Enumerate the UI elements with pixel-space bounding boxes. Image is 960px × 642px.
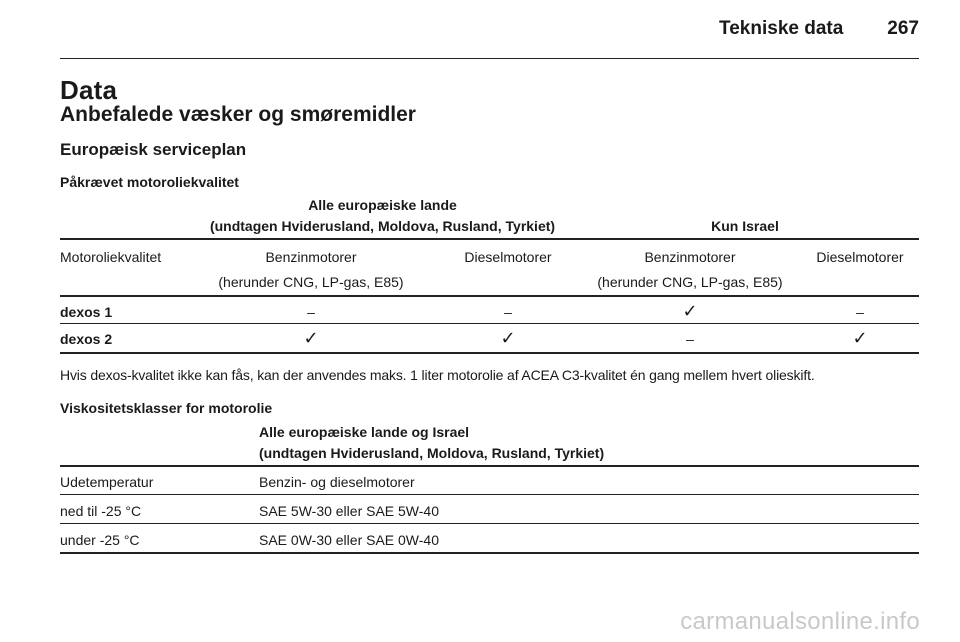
column-header-petrol-israel: Benzinmotorer <box>644 249 736 265</box>
check-icon: ✓ <box>500 328 516 348</box>
header-rule <box>60 58 919 59</box>
table-rule <box>60 523 919 524</box>
oil-quality-heading: Påkrævet motoroliekvalitet <box>60 174 239 190</box>
row-label-dexos2: dexos 2 <box>60 331 113 347</box>
cell-grade-row2: SAE 0W-30 eller SAE 0W-40 <box>259 532 440 548</box>
column-header-diesel-europe: Dieselmotorer <box>464 249 552 265</box>
group-header-europe-line1: Alle europæiske lande <box>308 197 457 213</box>
check-icon: ✓ <box>303 328 319 348</box>
cell-dexos2-petrol-israel: – <box>686 331 694 347</box>
column-subheader-petrol-israel: (herunder CNG, LP-gas, E85) <box>597 274 783 290</box>
cell-dexos1-diesel-israel: – <box>856 304 864 320</box>
check-icon: ✓ <box>682 301 698 321</box>
viscosity-heading: Viskositetsklasser for motorolie <box>60 400 273 416</box>
column-header-petrol-europe: Benzinmotorer <box>265 249 357 265</box>
cell-dexos1-diesel-europe: – <box>504 304 512 320</box>
table-rule <box>60 238 919 240</box>
cell-temp-row1: ned til -25 °C <box>60 503 142 519</box>
page-number: 267 <box>887 18 919 39</box>
header-title: Tekniske data <box>719 18 844 39</box>
column-header-engines: Benzin- og dieselmotorer <box>259 474 415 490</box>
cell-dexos1-petrol-europe: – <box>307 304 315 320</box>
viscosity-group-header-line2: (undtagen Hviderusland, Moldova, Rusland, Tyrkiet) <box>259 445 605 461</box>
table-rule <box>60 323 919 324</box>
group-header-israel: Kun Israel <box>711 218 779 234</box>
table-rule <box>60 494 919 495</box>
section-title: Data <box>60 75 118 105</box>
column-header-quality: Motoroliekvalitet <box>60 249 162 265</box>
column-header-diesel-israel: Dieselmotorer <box>816 249 904 265</box>
cell-grade-row1: SAE 5W-30 eller SAE 5W-40 <box>259 503 440 519</box>
service-plan-heading: Europæisk serviceplan <box>60 140 247 159</box>
cell-temp-row2: under -25 °C <box>60 532 140 548</box>
table-rule <box>60 552 919 554</box>
footnote: Hvis dexos-kvalitet ikke kan fås, kan der anvendes maks. 1 liter motorolie af ACEA C3-kvalitet én gang mellem hvert olieskift. <box>60 367 815 383</box>
table-rule <box>60 465 919 467</box>
watermark: carmanualsonline.info <box>680 608 920 635</box>
check-icon: ✓ <box>852 328 868 348</box>
table-rule <box>60 352 919 354</box>
group-header-europe-line2: (undtagen Hviderusland, Moldova, Rusland, Tyrkiet) <box>209 218 556 234</box>
row-label-dexos1: dexos 1 <box>60 304 113 320</box>
viscosity-group-header-line1: Alle europæiske lande og Israel <box>259 424 470 440</box>
column-header-temperature: Udetemperatur <box>60 474 154 490</box>
table-rule <box>60 295 919 297</box>
page-header <box>719 18 919 40</box>
subsection-title: Anbefalede væsker og smøremidler <box>60 103 416 126</box>
column-subheader-petrol-europe: (herunder CNG, LP-gas, E85) <box>218 274 404 290</box>
